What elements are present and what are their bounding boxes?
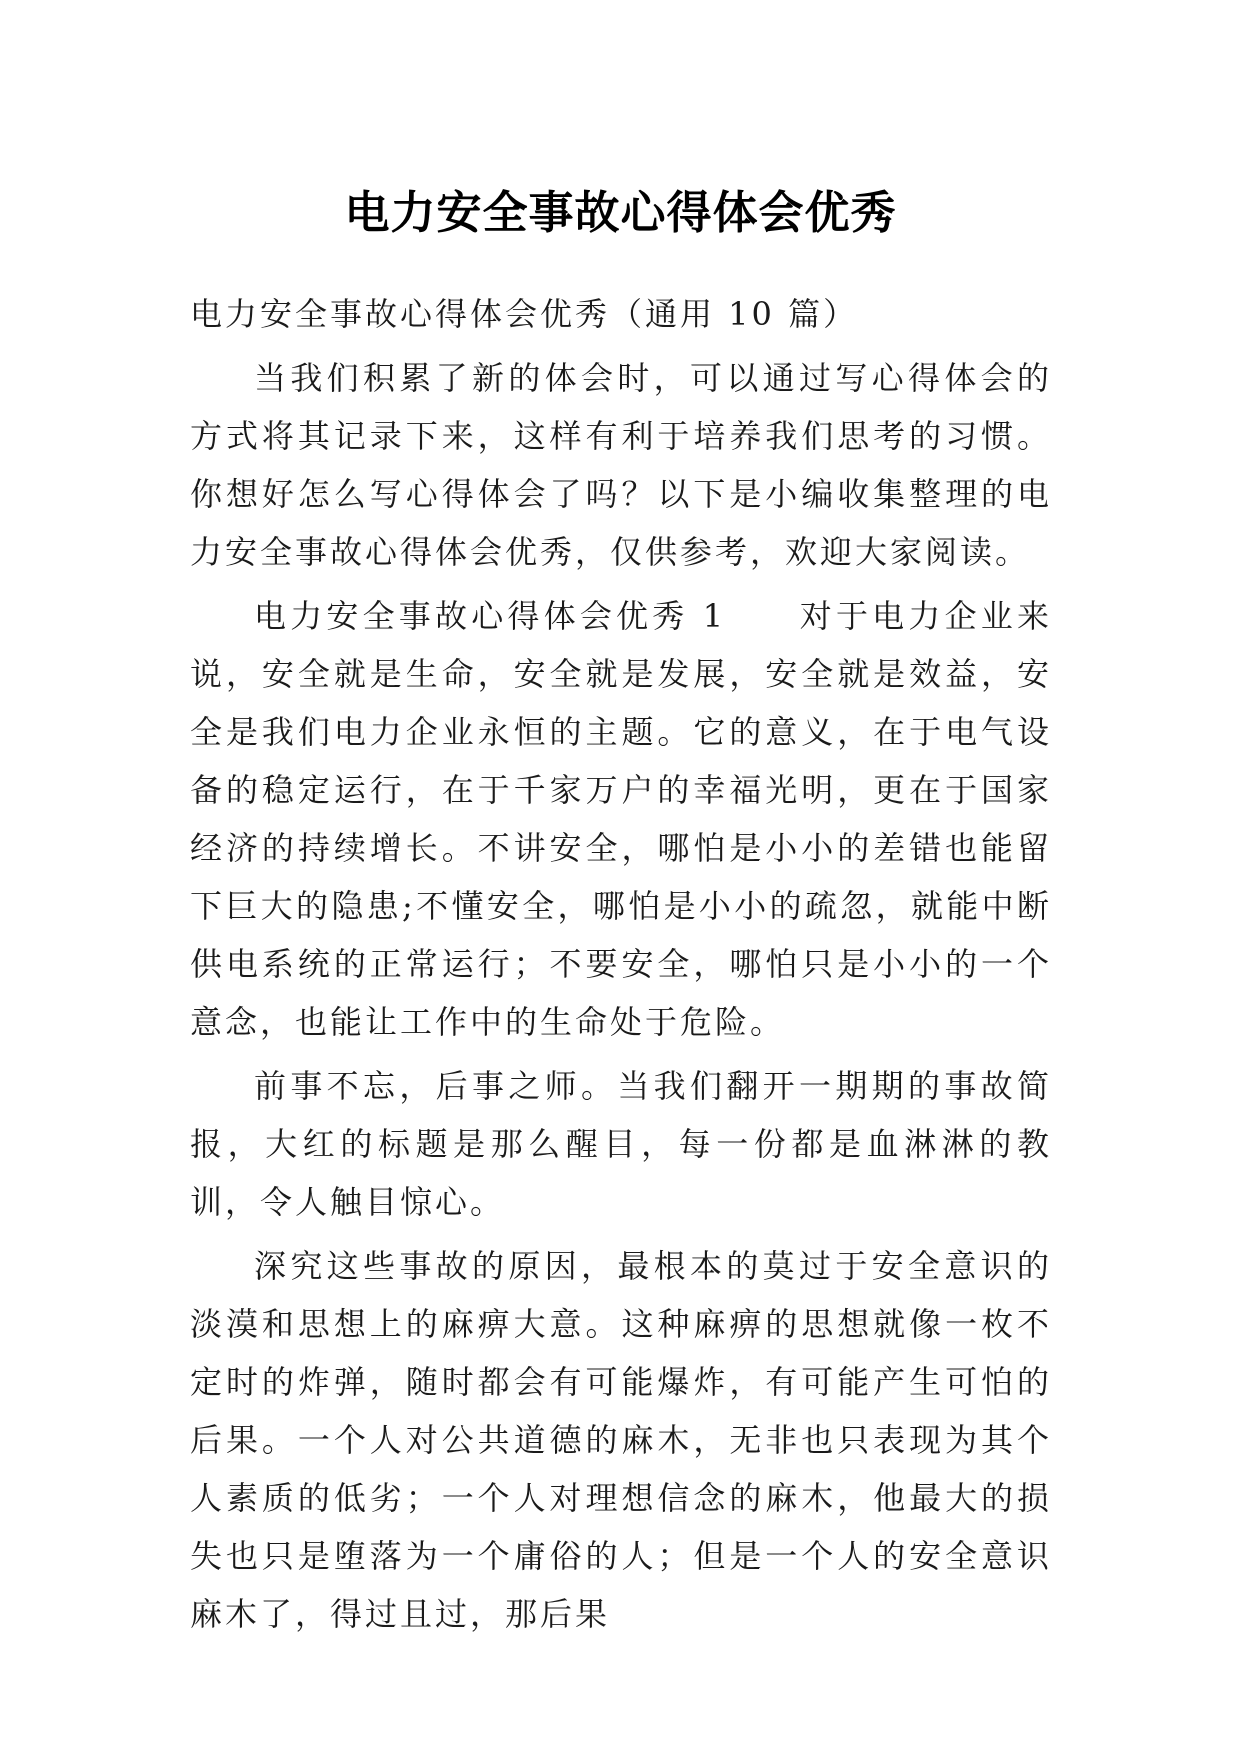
document-title: 电力安全事故心得体会优秀 — [344, 186, 897, 240]
paragraph-essay-1: 电力安全事故心得体会优秀 1 对于电力企业来说，安全就是生命，安全就是发展，安全就是效益，安全是我们电力企业永恒的主题。它的意义，在于电气设备的稳定运行，在于千家万户的幸福光明，更在于国家经济的持续增长。不讲安全，哪怕是小小的差错也能留下巨大的隐患;不懂安全，哪怕是小小的疏忽，就能中断供电系统的正常运行；不要安全，哪怕只是小小的一个意念，也能让工作中的生命处于危险。 — [190, 597, 1052, 1041]
paragraph-causes: 深究这些事故的原因，最根本的莫过于安全意识的淡漠和思想上的麻痹大意。这种麻痹的思想就像一枚不定时的炸弹，随时都会有可能爆炸，有可能产生可怕的后果。一个人对公共道德的麻木，无非也只表现为其个人素质的低劣；一个人对理想信念的麻木，他最大的损失也只是堕落为一个庸俗的人；但是一个人的安全意识麻木了，得过且过，那后果 — [190, 1247, 1052, 1633]
paragraph-intro: 当我们积累了新的体会时，可以通过写心得体会的方式将其记录下来，这样有利于培养我们思考的习惯。你想好怎么写心得体会了吗？以下是小编收集整理的电力安全事故心得体会优秀，仅供参考，欢迎大家阅读。 — [190, 359, 1052, 571]
document-subtitle: 电力安全事故心得体会优秀（通用 10 篇） — [190, 295, 859, 333]
paragraph-lessons: 前事不忘，后事之师。当我们翻开一期期的事故简报，大红的标题是那么醒目，每一份都是血淋淋的教训，令人触目惊心。 — [190, 1067, 1052, 1221]
document-body — [190, 285, 1052, 1649]
